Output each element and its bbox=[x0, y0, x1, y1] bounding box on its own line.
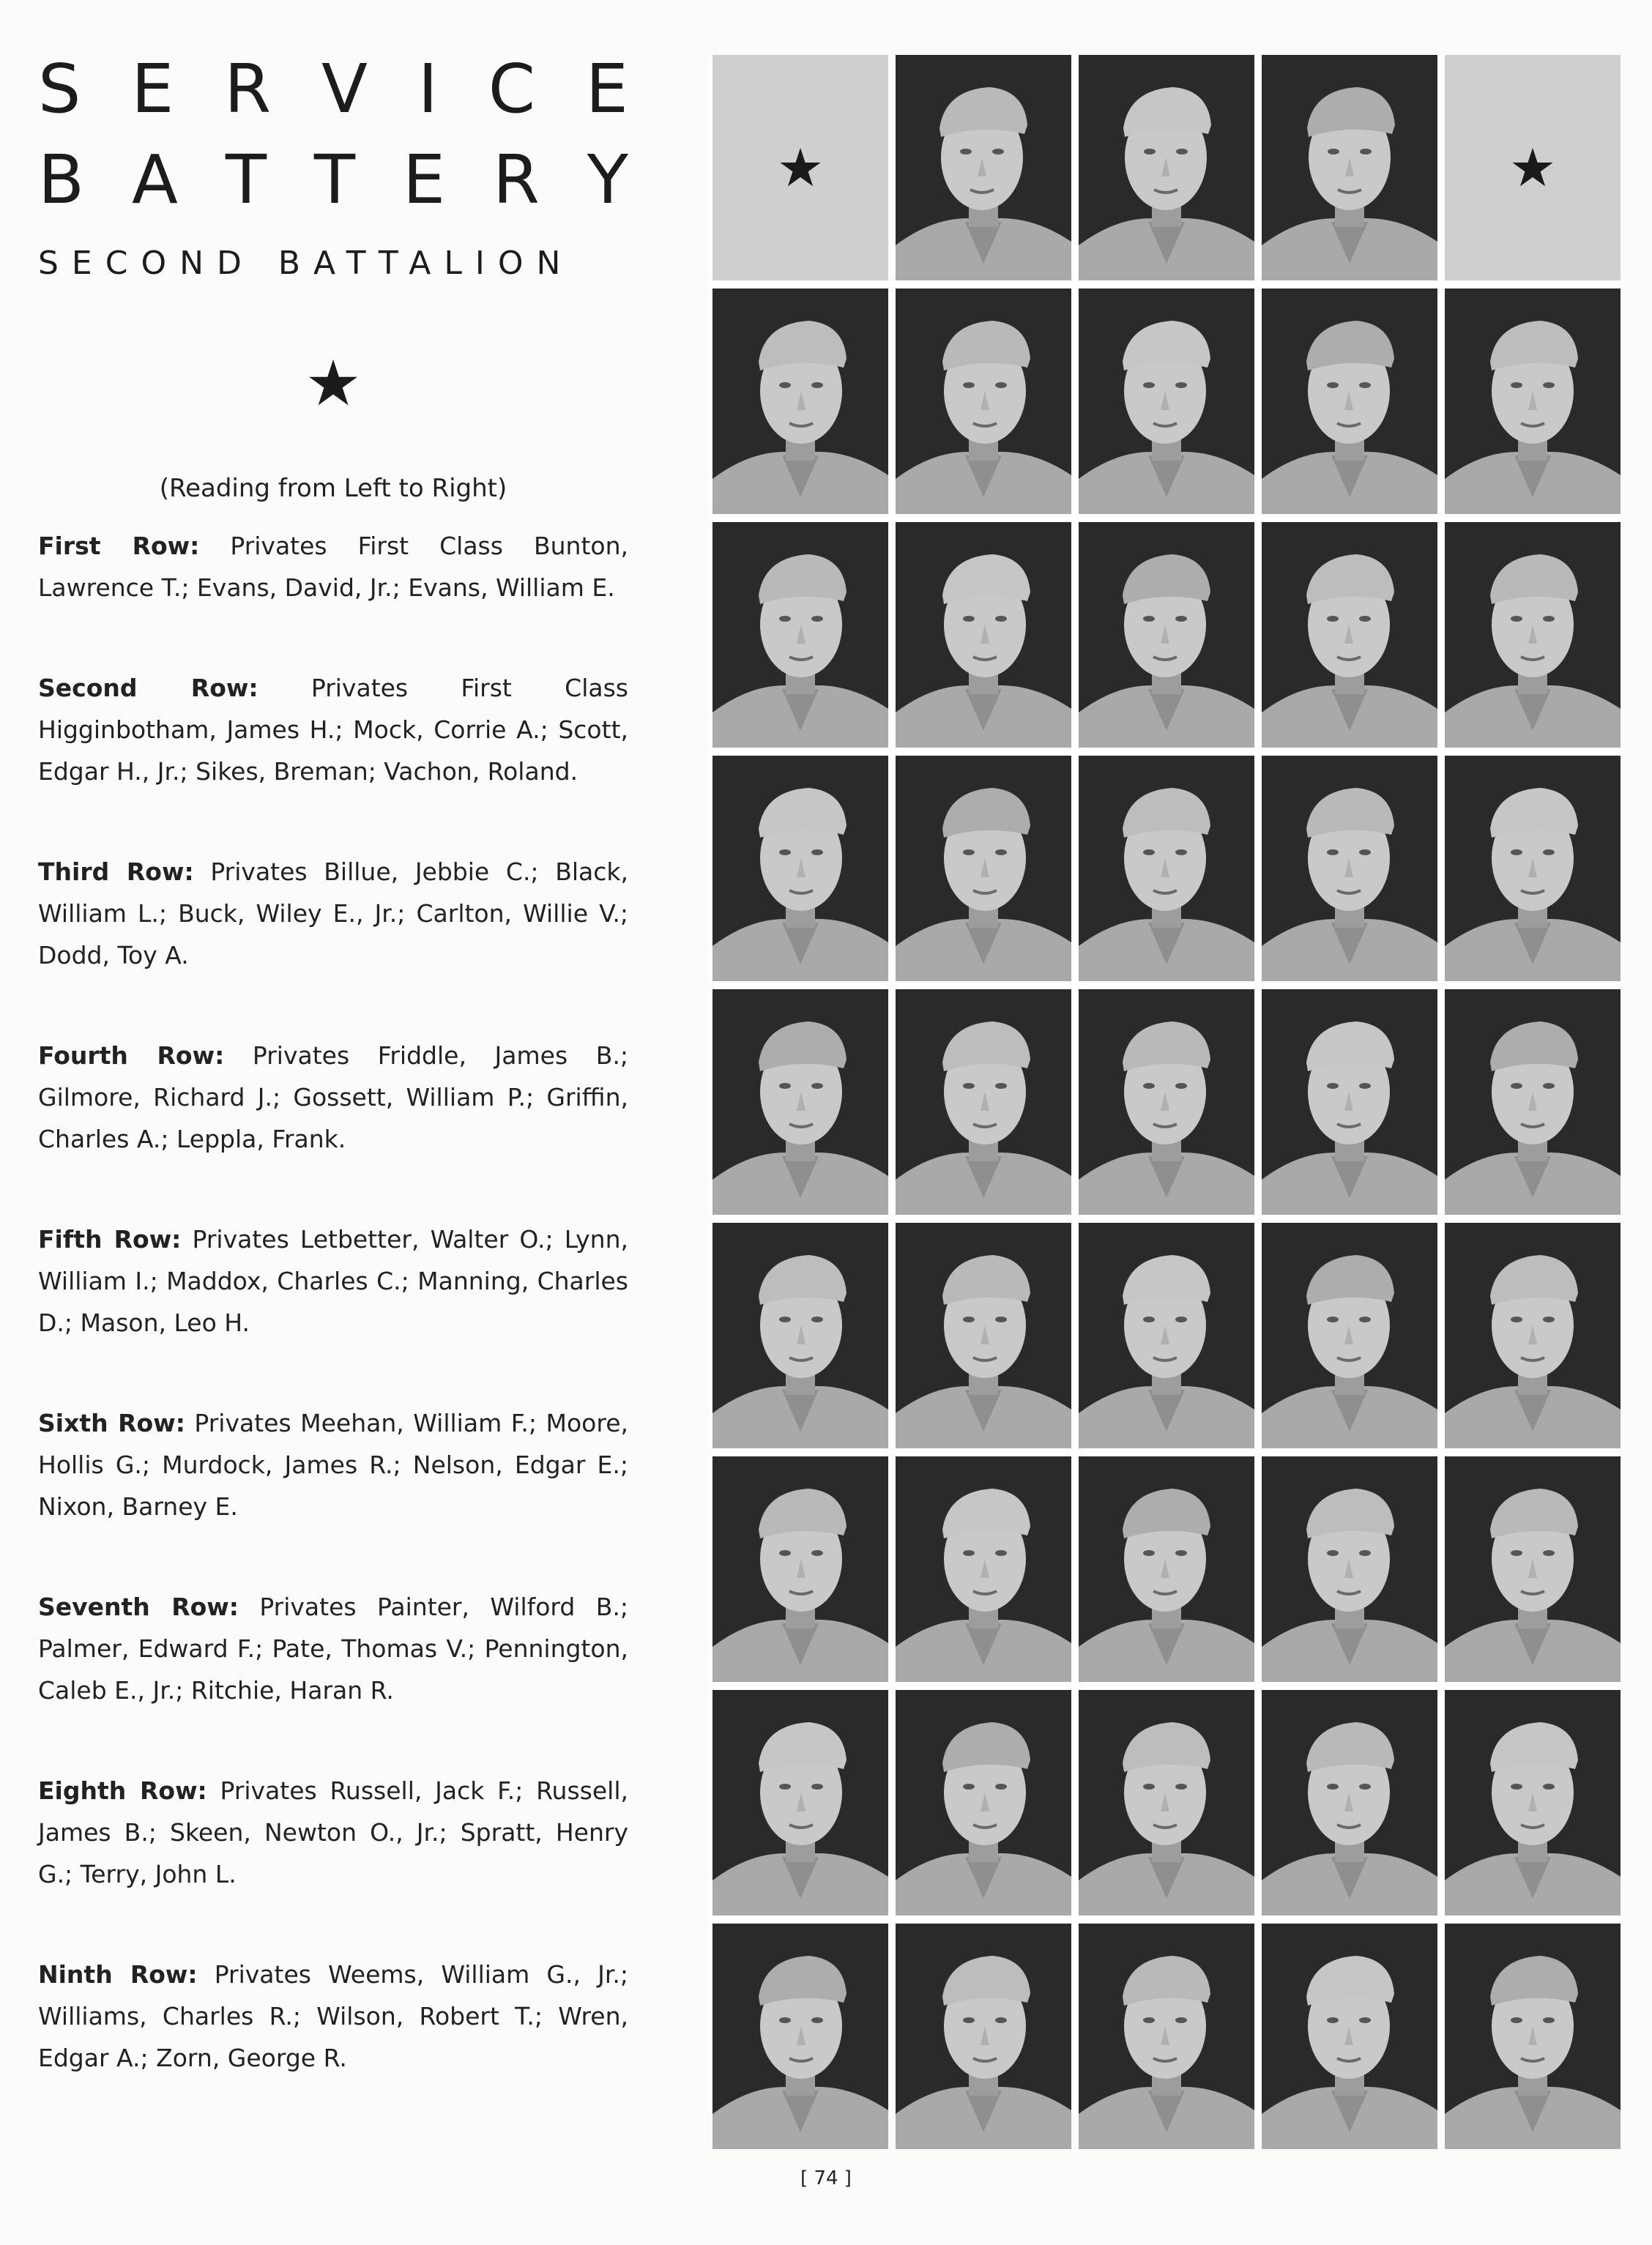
row-names: Privates Letbetter, Walter O.; Lynn, William I.; Maddox, Charles C.; Manning, Charles D.; Mason, Leo H. bbox=[38, 1225, 629, 1337]
portrait-photo bbox=[896, 288, 1071, 514]
portrait-photo bbox=[1445, 756, 1621, 981]
row-label: Seventh Row: bbox=[38, 1593, 239, 1621]
portrait-photo bbox=[896, 1456, 1071, 1682]
portrait-photo bbox=[1079, 288, 1254, 514]
portrait-photo bbox=[1262, 1223, 1437, 1448]
row-names: Privates First Class Higginbotham, James H.; Mock, Corrie A.; Scott, Edgar H., Jr.; Sikes, Breman; Vachon, Roland. bbox=[38, 674, 628, 786]
portrait-photo bbox=[1079, 989, 1254, 1215]
row-caption bbox=[38, 1035, 628, 1160]
portrait-photo bbox=[712, 522, 888, 748]
title-letter: B bbox=[38, 141, 85, 219]
row-names: Privates Meehan, William F.; Moore, Hollis G.; Murdock, James R.; Nelson, Edgar E.; Nixon, Barney E. bbox=[38, 1409, 629, 1521]
row-caption bbox=[38, 1770, 628, 1895]
title-letter: R bbox=[224, 50, 272, 128]
title-letter: S bbox=[38, 50, 81, 128]
title-letter: T bbox=[313, 141, 356, 219]
row-caption bbox=[38, 1402, 628, 1527]
portrait-photo bbox=[1445, 1690, 1621, 1915]
star-icon: ★ bbox=[1445, 55, 1621, 280]
portrait-photo bbox=[1079, 1223, 1254, 1448]
portrait-photo bbox=[1262, 1456, 1437, 1682]
portrait-photo bbox=[1262, 756, 1437, 981]
portrait-photo bbox=[1445, 522, 1621, 748]
portrait-photo bbox=[712, 1456, 888, 1682]
star-icon: ★ bbox=[712, 55, 888, 280]
title-letter: I bbox=[417, 50, 438, 128]
portrait-photo bbox=[1445, 989, 1621, 1215]
portrait-photo bbox=[712, 1924, 888, 2149]
title-letter: E bbox=[585, 50, 628, 128]
portrait-photo bbox=[712, 989, 888, 1215]
title-letter: Y bbox=[587, 141, 628, 219]
row-label: Eighth Row: bbox=[38, 1776, 207, 1805]
portrait-photo bbox=[712, 1223, 888, 1448]
star-icon: ★ bbox=[305, 347, 362, 420]
row-label: Ninth Row: bbox=[38, 1960, 198, 1989]
title-letter: A bbox=[132, 141, 178, 219]
portrait-photo bbox=[896, 1223, 1071, 1448]
portrait-photo bbox=[712, 1690, 888, 1915]
row-label: Third Row: bbox=[38, 857, 194, 886]
portrait-photo bbox=[1079, 1690, 1254, 1915]
portrait-photo bbox=[1262, 522, 1437, 748]
subtitle: SECOND BATTALION bbox=[38, 245, 574, 282]
title-letter: C bbox=[488, 50, 535, 128]
portrait-photo bbox=[896, 522, 1071, 748]
portrait-photo bbox=[1079, 55, 1254, 280]
portrait-photo bbox=[1262, 989, 1437, 1215]
row-names: Privates First Class Bunton, Lawrence T.; Evans, David, Jr.; Evans, William E. bbox=[38, 532, 628, 602]
row-caption bbox=[38, 1954, 628, 2079]
title-letter: V bbox=[321, 50, 368, 128]
portrait-photo bbox=[1445, 1924, 1621, 2149]
portrait-photo bbox=[712, 288, 888, 514]
title-line-2 bbox=[38, 135, 628, 226]
row-caption bbox=[38, 851, 628, 976]
portrait-photo bbox=[712, 756, 888, 981]
title-letter: R bbox=[492, 141, 540, 219]
row-label: First Row: bbox=[38, 532, 200, 560]
portrait-photo bbox=[1262, 55, 1437, 280]
portrait-photo bbox=[896, 55, 1071, 280]
row-caption bbox=[38, 1586, 628, 1711]
portrait-photo bbox=[1079, 756, 1254, 981]
reading-note: (Reading from Left to Right) bbox=[159, 474, 507, 503]
row-label: Fifth Row: bbox=[38, 1225, 182, 1254]
portrait-photo bbox=[1445, 288, 1621, 514]
page-number: [ 74 ] bbox=[800, 2167, 852, 2189]
row-caption bbox=[38, 1218, 628, 1344]
row-caption bbox=[38, 667, 628, 792]
title-line-1 bbox=[38, 44, 628, 135]
row-label: Sixth Row: bbox=[38, 1409, 185, 1437]
portrait-photo bbox=[1262, 1690, 1437, 1915]
title-letter: T bbox=[225, 141, 267, 219]
portrait-photo bbox=[896, 756, 1071, 981]
portrait-photo bbox=[1079, 522, 1254, 748]
portrait-photo bbox=[1079, 1924, 1254, 2149]
row-names: Privates Billue, Jebbie C.; Black, William L.; Buck, Wiley E., Jr.; Carlton, Willie V.; Dodd, Toy A. bbox=[38, 857, 629, 969]
row-names: Privates Russell, Jack F.; Russell, James B.; Skeen, Newton O., Jr.; Spratt, Henry G.; Terry, John L. bbox=[38, 1776, 628, 1888]
portrait-photo bbox=[1079, 1456, 1254, 1682]
caption-column bbox=[38, 44, 628, 2079]
portrait-photo bbox=[896, 989, 1071, 1215]
portrait-photo bbox=[1445, 1223, 1621, 1448]
title-letter: E bbox=[131, 50, 174, 128]
row-label: Fourth Row: bbox=[38, 1041, 225, 1070]
portrait-photo bbox=[1445, 1456, 1621, 1682]
portrait-grid bbox=[709, 55, 1618, 2115]
row-names: Privates Weems, William G., Jr.; Williams, Charles R.; Wilson, Robert T.; Wren, Edgar A.; Zorn, George R. bbox=[38, 1960, 628, 2072]
portrait-photo bbox=[1262, 1924, 1437, 2149]
row-names: Privates Friddle, James B.; Gilmore, Richard J.; Gossett, William P.; Griffin, Charles A.; Leppla, Frank. bbox=[38, 1041, 629, 1153]
row-caption bbox=[38, 525, 628, 608]
portrait-photo bbox=[896, 1690, 1071, 1915]
portrait-photo bbox=[896, 1924, 1071, 2149]
row-label: Second Row: bbox=[38, 674, 258, 702]
portrait-photo bbox=[1262, 288, 1437, 514]
row-names: Privates Painter, Wilford B.; Palmer, Edward F.; Pate, Thomas V.; Pennington, Caleb E., Jr.; Ritchie, Haran R. bbox=[38, 1593, 628, 1705]
title-letter: E bbox=[402, 141, 446, 219]
